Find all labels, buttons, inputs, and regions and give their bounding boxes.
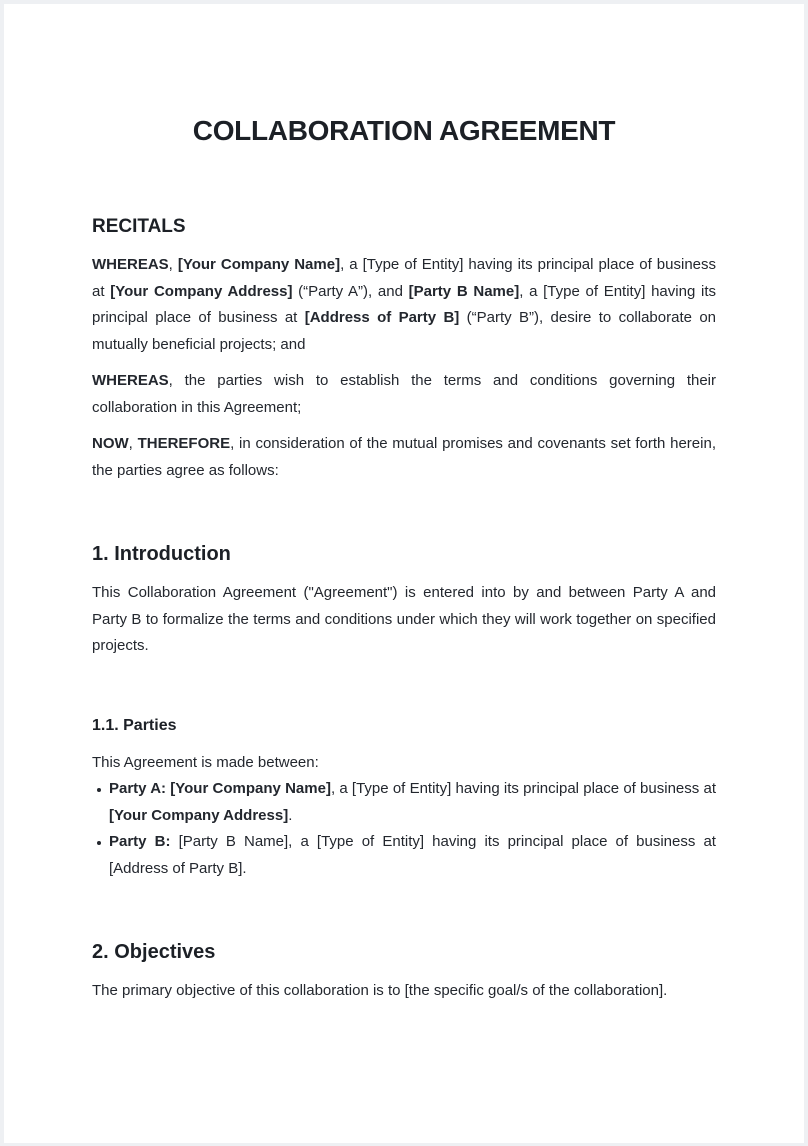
list-item-party-a bbox=[92, 776, 716, 829]
section-2-heading: 2. Objectives bbox=[92, 941, 216, 963]
paragraph-now-therefore: NOW, THEREFORE, in consideration of the mutual promises and covenants set forth herein, the parties agree as follows: bbox=[92, 435, 716, 479]
paragraph-whereas-1: WHEREAS, [Your Company Name], a [Type of Entity] having its principal place of business at [Your Company Address] (“Party A”), and [Party B Name], a [Type of Entity] having its principal place of business at [Address of Party B] (“Party B”), desire to collaborate on mutually beneficial projects; and bbox=[92, 256, 717, 353]
section-1-paragraph: This Collaboration Agreement ("Agreement") is entered into by and between Party A and Party B to formalize the terms and conditions under which they will work together on specified projects. bbox=[92, 584, 716, 654]
section-1-heading: 1. Introduction bbox=[92, 543, 231, 565]
document-content bbox=[4, 113, 804, 1005]
parties-lead-text: This Agreement is made between: bbox=[92, 753, 319, 771]
party-b-text: Party B: [Party B Name], a [Type of Entity] having its principal place of business at [Address of Party B]. bbox=[109, 833, 716, 877]
document-page bbox=[4, 4, 804, 1143]
subsection-1-1-heading: 1.1. Parties bbox=[92, 716, 177, 734]
bullet-icon bbox=[97, 788, 101, 792]
section-2-paragraph: The primary objective of this collaboration is to [the specific goal/s of the collaboration]. bbox=[92, 982, 668, 999]
parties-bullet-list bbox=[92, 776, 716, 882]
bullet-icon bbox=[97, 841, 101, 845]
document-title: COLLABORATION AGREEMENT bbox=[192, 115, 616, 146]
recitals-heading: RECITALS bbox=[92, 216, 186, 237]
list-item-party-b bbox=[92, 829, 716, 882]
paragraph-whereas-2: WHEREAS, the parties wish to establish the terms and conditions governing their collaboration in this Agreement; bbox=[92, 372, 716, 416]
party-a-text: Party A: [Your Company Name], a [Type of Entity] having its principal place of business at [Your Company Address]. bbox=[109, 780, 716, 824]
